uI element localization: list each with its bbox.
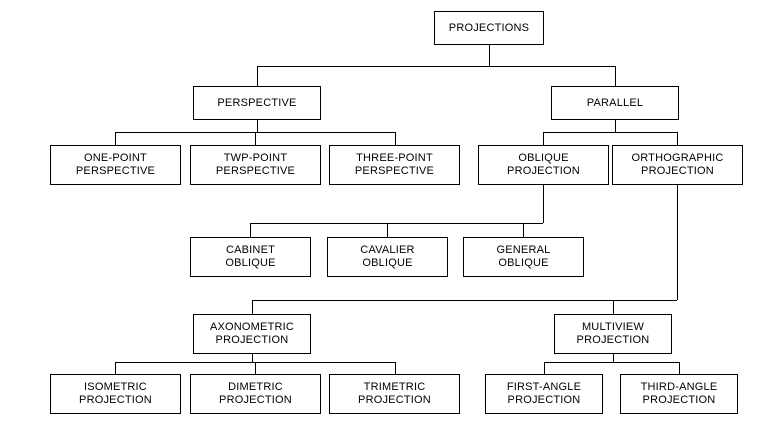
node-one-point-perspective <box>50 145 181 185</box>
connector-parallel-bus <box>543 132 677 133</box>
connector-bus-to-three-point <box>395 132 396 145</box>
node-label-primary: PROJECTIONS <box>448 21 530 34</box>
connector-perspective-down <box>257 120 258 132</box>
connector-bus-to-orthographic <box>677 132 678 145</box>
connector-bus-to-multiview <box>613 300 614 314</box>
connector-bus-to-cabinet <box>250 223 251 237</box>
node-cabinet-oblique <box>190 237 311 277</box>
node-cavalier-oblique <box>327 237 448 277</box>
node-first-angle-projection <box>485 374 603 414</box>
node-axonometric-projection <box>193 314 311 354</box>
node-label-primary: OBLIQUE <box>518 152 569 164</box>
node-label-primary: AXONOMETRIC <box>209 321 295 333</box>
node-label-primary: FIRST-ANGLE <box>506 381 582 393</box>
node-label-secondary: PROJECTION <box>642 394 716 406</box>
node-oblique-projection <box>478 145 609 185</box>
node-label-primary: CABINET <box>225 244 276 256</box>
connector-bus-to-parallel <box>615 66 616 86</box>
connector-bus-to-perspective <box>257 66 258 86</box>
node-label-secondary: PERSPECTIVE <box>354 165 435 177</box>
node-label-primary: ORTHOGRAPHIC <box>631 152 724 164</box>
node-projections <box>434 11 544 45</box>
connector-bus-to-oblique <box>543 132 544 145</box>
node-trimetric-projection <box>329 374 460 414</box>
node-label-primary: ONE-POINT <box>84 152 147 164</box>
node-label-secondary: PROJECTION <box>641 165 714 177</box>
node-label-secondary: PROJECTION <box>219 394 292 406</box>
node-label-secondary: OBLIQUE <box>362 257 413 269</box>
connector-bus-to-two-point <box>255 132 256 145</box>
node-dimetric-projection <box>190 374 321 414</box>
connector-bus-to-first-angle <box>544 362 545 374</box>
node-label-secondary: PERSPECTIVE <box>75 165 156 177</box>
node-label-primary: THREE-POINT <box>356 152 433 164</box>
node-label-primary: PARALLEL <box>586 96 644 109</box>
node-orthographic-projection <box>612 145 743 185</box>
connector-multiview-down <box>613 354 614 362</box>
connector-oblique-bus <box>250 223 543 224</box>
node-label-secondary: OBLIQUE <box>498 257 549 269</box>
node-label-primary: CAVALIER <box>360 244 415 256</box>
connector-bus-to-dimetric <box>255 362 256 374</box>
connector-parallel-down <box>615 120 616 132</box>
node-parallel <box>551 86 679 120</box>
node-label-secondary: OBLIQUE <box>225 257 276 269</box>
node-label-primary: THIRD-ANGLE <box>640 381 718 393</box>
node-label-primary: TRIMETRIC <box>363 381 426 393</box>
node-label-primary: PERSPECTIVE <box>217 96 297 109</box>
node-label-primary: TWP-POINT <box>223 152 288 164</box>
node-general-oblique <box>463 237 584 277</box>
connector-level1-bus <box>257 66 615 67</box>
connector-bus-to-axonometric <box>252 300 253 314</box>
node-label-primary: MULTIVIEW <box>581 321 645 333</box>
connector-bus-to-one-point <box>115 132 116 145</box>
node-label-secondary: PROJECTION <box>507 165 580 177</box>
node-label-primary: DIMETRIC <box>228 381 283 393</box>
connector-axonometric-down <box>252 354 253 362</box>
node-three-point-perspective <box>329 145 460 185</box>
node-third-angle-projection <box>620 374 738 414</box>
node-perspective <box>193 86 321 120</box>
node-multiview-projection <box>554 314 672 354</box>
node-label-secondary: PROJECTION <box>79 394 152 406</box>
node-label-primary: ISOMETRIC <box>84 381 147 393</box>
connector-oblique-down <box>543 185 544 223</box>
node-label-secondary: PERSPECTIVE <box>215 165 296 177</box>
node-label-secondary: PROJECTION <box>576 334 650 346</box>
connector-multiview-bus <box>544 362 679 363</box>
node-label-secondary: PROJECTION <box>358 394 431 406</box>
node-label-secondary: PROJECTION <box>215 334 289 346</box>
node-two-point-perspective <box>190 145 321 185</box>
connector-bus-to-isometric <box>115 362 116 374</box>
connector-bus-to-general <box>523 223 524 237</box>
connector-bus-to-third-angle <box>679 362 680 374</box>
node-label-secondary: PROJECTION <box>507 394 581 406</box>
connector-projections-down <box>489 45 490 66</box>
connector-ortho-down <box>677 185 678 300</box>
connector-bus-to-cavalier <box>387 223 388 237</box>
node-label-primary: GENERAL <box>496 244 551 256</box>
connector-bus-to-trimetric <box>395 362 396 374</box>
node-isometric-projection <box>50 374 181 414</box>
